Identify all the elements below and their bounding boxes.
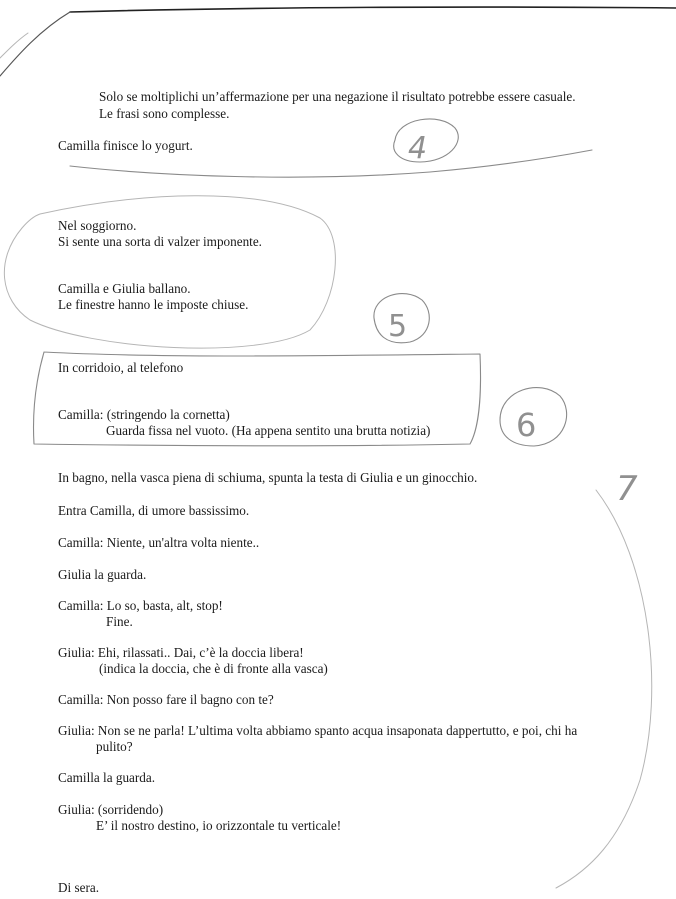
dialogue-line: Giulia: Non se ne parla! L’ultima volta abbiamo spanto acqua insaponata dappertutto, e poi, chi ha bbox=[58, 723, 578, 738]
stage-direction: Solo se moltiplichi un’affermazione per una negazione il risultato potrebbe essere casuale. bbox=[99, 89, 576, 104]
scene-heading: In corridoio, al telefono bbox=[58, 360, 184, 375]
dialogue-continuation: E’ il nostro destino, io orizzontale tu verticale! bbox=[96, 818, 342, 833]
dialogue-line: Camilla: Niente, un'altra volta niente.. bbox=[58, 535, 260, 550]
page-corner-fold bbox=[0, 12, 70, 76]
stage-direction: (indica la doccia, che è di fronte alla vasca) bbox=[99, 661, 328, 676]
dialogue-speaker: Camilla: (stringendo la cornetta) bbox=[58, 407, 230, 422]
stage-direction: Guarda fissa nel vuoto. (Ha appena sentito una brutta notizia) bbox=[106, 423, 431, 438]
circle-4 bbox=[394, 119, 459, 162]
action-line: Camilla finisce lo yogurt. bbox=[58, 138, 193, 153]
action-line: Camilla la guarda. bbox=[58, 770, 156, 785]
stage-direction: Le finestre hanno le imposte chiuse. bbox=[58, 297, 249, 312]
stage-direction: Si sente una sorta di valzer imponente. bbox=[58, 234, 262, 249]
dialogue-continuation: Fine. bbox=[106, 614, 133, 629]
dialogue-line: Camilla: Lo so, basta, alt, stop! bbox=[58, 598, 223, 613]
annotation-number-5: 5 bbox=[388, 309, 408, 344]
scene-5-outline bbox=[4, 196, 335, 348]
annotation-number-7: 7 bbox=[616, 469, 638, 509]
circle-5 bbox=[374, 294, 429, 343]
dialogue-line: Camilla: Non posso fare il bagno con te? bbox=[58, 692, 274, 707]
page-top-edge bbox=[70, 7, 676, 12]
stage-direction: Le frasi sono complesse. bbox=[99, 106, 230, 121]
scene-heading: Nel soggiorno. bbox=[58, 218, 137, 233]
scene-separator-stroke bbox=[70, 150, 592, 177]
scene-heading: Di sera. bbox=[58, 880, 100, 895]
scene-heading: In bagno, nella vasca piena di schiuma, spunta la testa di Giulia e un ginocchio. bbox=[58, 470, 478, 485]
scene-7-bracket-arc bbox=[556, 490, 652, 888]
action-line: Entra Camilla, di umore bassissimo. bbox=[58, 503, 250, 518]
annotation-number-4: 4 bbox=[408, 131, 428, 166]
dialogue-continuation: pulito? bbox=[96, 739, 133, 754]
action-line: Camilla e Giulia ballano. bbox=[58, 281, 191, 296]
annotation-number-6: 6 bbox=[516, 406, 537, 444]
dialogue-line: Giulia: Ehi, rilassati.. Dai, c’è la doccia libera! bbox=[58, 645, 304, 660]
circle-6 bbox=[500, 388, 567, 446]
action-line: Giulia la guarda. bbox=[58, 567, 147, 582]
dialogue-speaker: Giulia: (sorridendo) bbox=[58, 802, 164, 817]
